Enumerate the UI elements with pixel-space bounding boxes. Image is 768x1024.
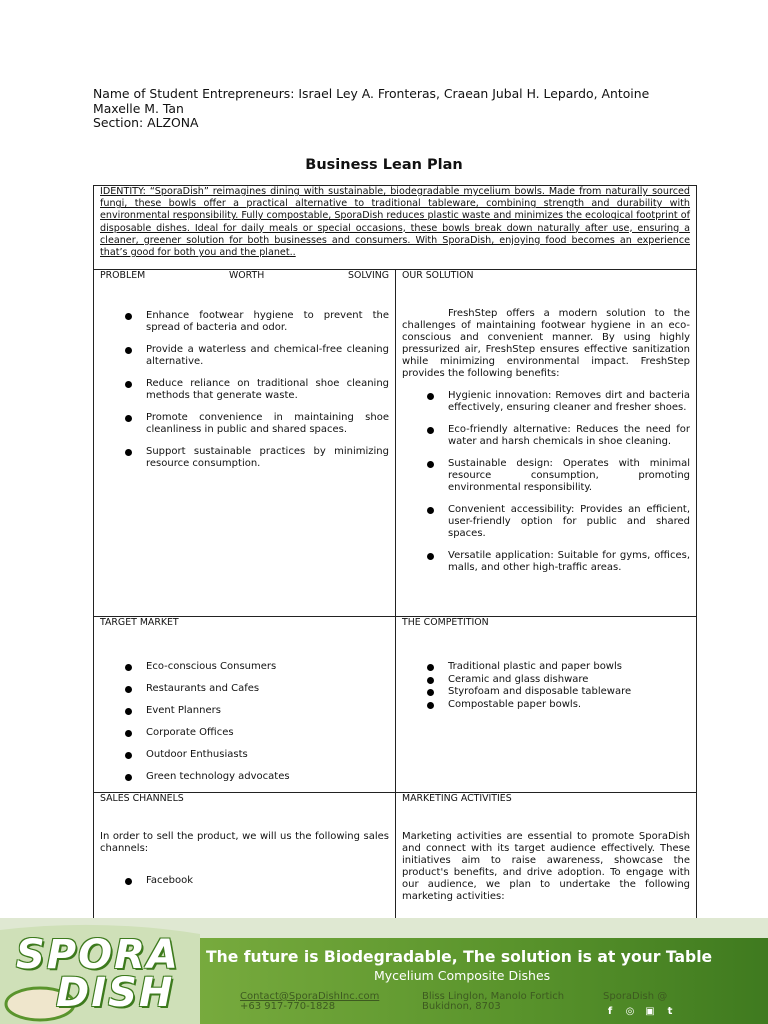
linkedin-icon[interactable]: ▣ <box>645 1006 655 1017</box>
footer-subline: Mycelium Composite Dishes <box>374 968 551 983</box>
social-icons <box>604 1006 676 1017</box>
contact-email[interactable]: Contact@SporaDishInc.com <box>240 991 380 1002</box>
footer-contact <box>240 992 379 1012</box>
list-item: Compostable paper bowls. <box>402 699 690 711</box>
competition-heading: THE COMPETITION <box>402 617 489 628</box>
list-item: Convenient accessibility: Provides an efficient, user-friendly option for public and shared spaces. <box>402 504 690 540</box>
list-item: Corporate Offices <box>100 727 389 739</box>
list-item: Traditional plastic and paper bowls <box>402 661 690 673</box>
target-market-cell <box>94 617 396 793</box>
instagram-icon[interactable]: ◎ <box>625 1006 635 1017</box>
problem-heading <box>100 270 389 282</box>
sales-channels-cell <box>94 793 396 919</box>
marketing-intro: Marketing activities are essential to promote SporaDish and connect with its target audience effectively. These initiatives aim to raise awareness, showcase the product's benefits, and drive adoption. To engage with our audience, we plan to undertake the following marketing activities: <box>402 831 691 902</box>
footer-slogan: The future is Biodegradable, The solution is at your Table <box>206 948 713 966</box>
page-title: Business Lean Plan <box>305 157 463 173</box>
footer-social <box>603 992 667 1002</box>
section-label: Section: ALZONA <box>93 115 199 130</box>
facebook-icon[interactable]: f <box>607 1006 613 1017</box>
list-item: Restaurants and Cafes <box>100 683 389 695</box>
competition-list <box>402 661 690 711</box>
address-line: Bukidnon, 8703 <box>422 1001 501 1012</box>
list-item: Reduce reliance on traditional shoe cleaning methods that generate waste. <box>100 378 389 402</box>
list-item: Support sustainable practices by minimizing resource consumption. <box>100 446 389 470</box>
lean-plan-table <box>93 185 697 919</box>
logo-text-top: SPORA <box>16 932 180 978</box>
target-list <box>100 661 389 783</box>
list-item: Versatile application: Suitable for gyms, offices, malls, and other high-traffic areas. <box>402 550 690 574</box>
solution-intro: FreshStep offers a modern solution to the challenges of maintaining footwear hygiene in an eco-conscious and convenient manner. By using highly pressurized air, FreshStep ensures effective sanitization while minimizing environmental impact. FreshStep provides the following benefits: <box>402 308 691 379</box>
list-item: Green technology advocates <box>100 771 389 783</box>
target-heading: TARGET MARKET <box>100 617 179 628</box>
identity-cell: IDENTITY: “SporaDish” reimagines dining with sustainable, biodegradable mycelium bowls. Made from naturally sourced fungi, these bowls offer a practical alternative to traditional tableware, combining strength and durability with environmental responsibility. Fully compostable, SporaDish reduces plastic waste and minimizes the ecological footprint of disposable dishes. Ideal for daily meals or special occasions, these bowls break down naturally after use, ensuring a cleaner, greener solution for both businesses and consumers. With SporaDish, enjoying food becomes an experience that’s good for both you and the planet.. <box>94 186 697 270</box>
competition-cell <box>396 617 697 793</box>
logo-text-bottom: DISH <box>56 970 175 1016</box>
tumblr-icon[interactable]: t <box>667 1006 673 1017</box>
problem-cell <box>94 270 396 617</box>
sales-list <box>100 875 389 887</box>
problem-heading-word: PROBLEM <box>100 270 146 281</box>
list-item: Styrofoam and disposable tableware <box>402 686 690 698</box>
header-block <box>93 87 693 131</box>
list-item: Promote convenience in maintaining shoe cleanliness in public and shared spaces. <box>100 412 389 436</box>
list-item: Event Planners <box>100 705 389 717</box>
list-item: Hygienic innovation: Removes dirt and bacteria effectively, ensuring cleaner and fresher shoes. <box>402 390 690 414</box>
social-handle: SporaDish @ <box>603 991 668 1002</box>
sales-intro: In order to sell the product, we will us the following sales channels: <box>100 831 389 854</box>
list-item: Sustainable design: Operates with minimal resource consumption, promoting environmental responsibility. <box>402 458 690 494</box>
solution-cell <box>396 270 697 617</box>
student-names: Name of Student Entrepreneurs: Israel Ley A. Fronteras, Craean Jubal H. Lepardo, Antoine Maxelle M. Tan <box>93 86 650 116</box>
solution-list <box>402 390 690 574</box>
list-item: Eco-conscious Consumers <box>100 661 389 673</box>
problem-heading-word: WORTH <box>228 270 265 281</box>
list-item: Outdoor Enthusiasts <box>100 749 389 761</box>
contact-phone: +63 917-770-1828 <box>240 1001 336 1012</box>
list-item: Eco-friendly alternative: Reduces the need for water and harsh chemicals in shoe cleaning. <box>402 424 690 448</box>
list-item: Ceramic and glass dishware <box>402 674 690 686</box>
problem-heading-word: SOLVING <box>348 270 389 281</box>
list-item: Provide a waterless and chemical-free cleaning alternative. <box>100 344 389 368</box>
marketing-heading: MARKETING ACTIVITIES <box>402 793 512 804</box>
problem-list <box>100 310 389 470</box>
marketing-activities-cell <box>396 793 697 919</box>
solution-heading: OUR SOLUTION <box>402 270 474 281</box>
address-line: Bliss Linglon, Manolo Fortich <box>422 991 565 1002</box>
footer-address <box>422 992 564 1012</box>
footer-banner <box>0 918 768 1024</box>
sales-heading: SALES CHANNELS <box>100 793 184 804</box>
list-item: Facebook <box>100 875 389 887</box>
list-item: Enhance footwear hygiene to prevent the spread of bacteria and odor. <box>100 310 389 334</box>
